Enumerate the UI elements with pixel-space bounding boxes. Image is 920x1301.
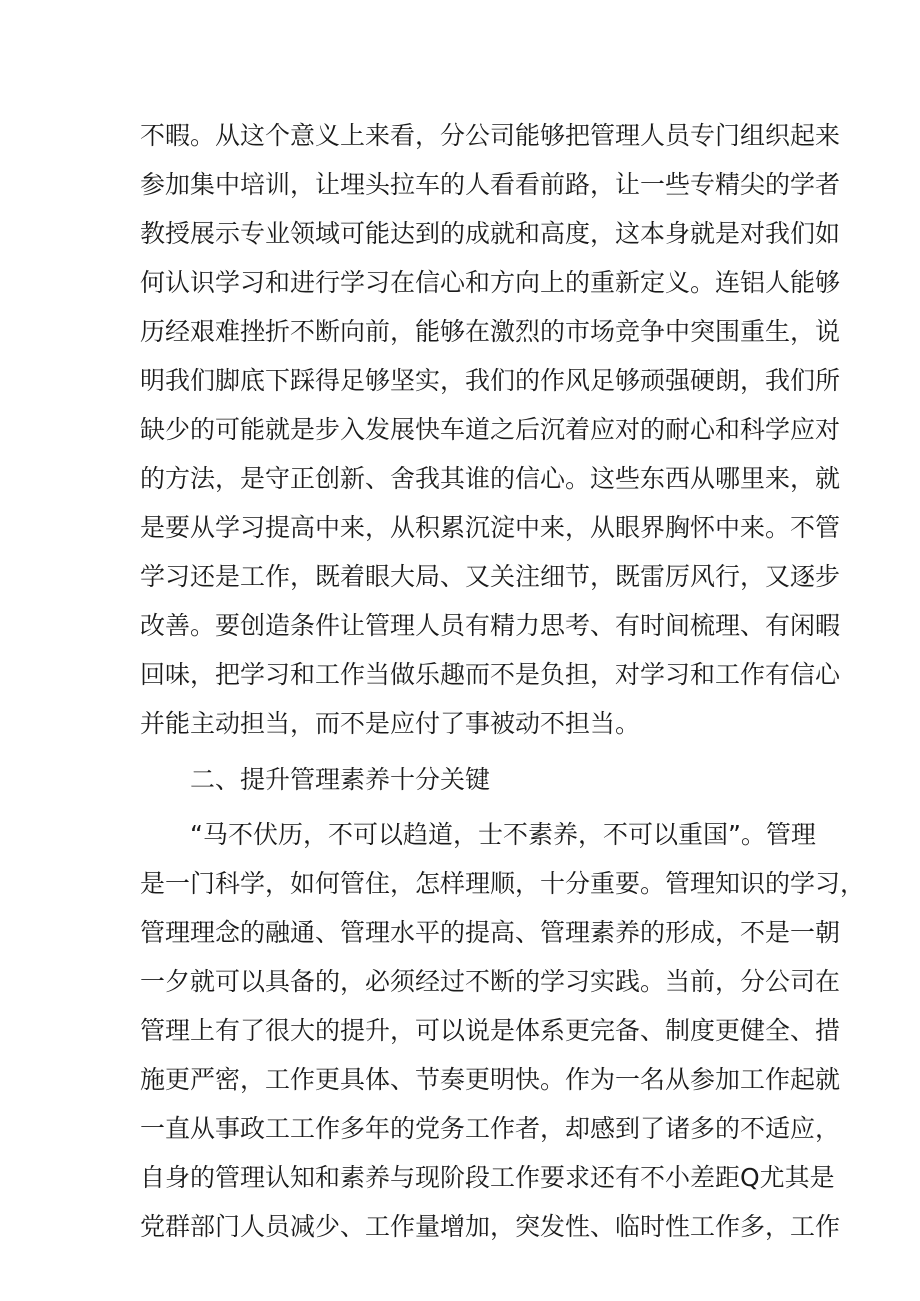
body-text-line: 明我们脚底下踩得足够坚实，我们的作风足够顽强硬朗，我们所: [140, 366, 841, 395]
body-text-line: 一直从事政工工作多年的党务工作者，却感到了诸多的不适应，: [140, 1114, 841, 1143]
body-text-line: 是要从学习提高中来，从积累沉淀中来，从眼界胸怀中来。不管: [140, 513, 841, 542]
body-text-line: 施更严密，工作更具体、节奏更明快。作为一名从参加工作起就: [140, 1065, 841, 1094]
body-text-line: 并能主动担当，而不是应付了事被动不担当。: [140, 709, 641, 738]
section-heading: 二、提升管理素养十分关键: [190, 765, 491, 794]
body-text-line: 是一门科学，如何管住，怎样理顺，十分重要。管理知识的学习，: [140, 869, 866, 898]
body-text-line: 的方法，是守正创新、舍我其谁的信心。这些东西从哪里来，就: [140, 464, 841, 493]
body-text-line: 改善。要创造条件让管理人员有精力思考、有时间梳理、有闲暇: [140, 611, 841, 640]
body-text-line: 自身的管理认知和素养与现阶段工作要求还有不小差距Q尤其是: [140, 1163, 835, 1192]
body-text-line: 参加集中培训，让埋头拉车的人看看前路，让一些专精尖的学者: [140, 170, 841, 199]
body-text-line: 一夕就可以具备的，必须经过不断的学习实践。当前，分公司在: [140, 967, 841, 996]
body-text-line: 管理理念的融通、管理水平的提高、管理素养的形成，不是一朝: [140, 918, 841, 947]
body-text-line: 不暇。从这个意义上来看，分公司能够把管理人员专门组织起来: [140, 121, 841, 150]
body-text-line: 学习还是工作，既着眼大局、又关注细节，既雷厉风行，又逐步: [140, 562, 841, 591]
body-text-line: “马不伏历，不可以趋道，士不素养，不可以重国”。管理: [190, 820, 816, 849]
body-text-line: 党群部门人员减少、工作量增加，突发性、临时性工作多，工作: [140, 1212, 841, 1241]
body-text-line: 回味，把学习和工作当做乐趣而不是负担，对学习和工作有信心: [140, 660, 841, 689]
body-text-line: 教授展示专业领域可能达到的成就和高度，这本身就是对我们如: [140, 219, 841, 248]
body-text-line: 何认识学习和进行学习在信心和方向上的重新定义。连铝人能够: [140, 268, 841, 297]
body-text-line: 管理上有了很大的提升，可以说是体系更完备、制度更健全、措: [140, 1016, 841, 1045]
body-text-line: 历经艰难挫折不断向前，能够在激烈的市场竞争中突围重生，说: [140, 317, 841, 346]
body-text-line: 缺少的可能就是步入发展快车道之后沉着应对的耐心和科学应对: [140, 415, 841, 444]
